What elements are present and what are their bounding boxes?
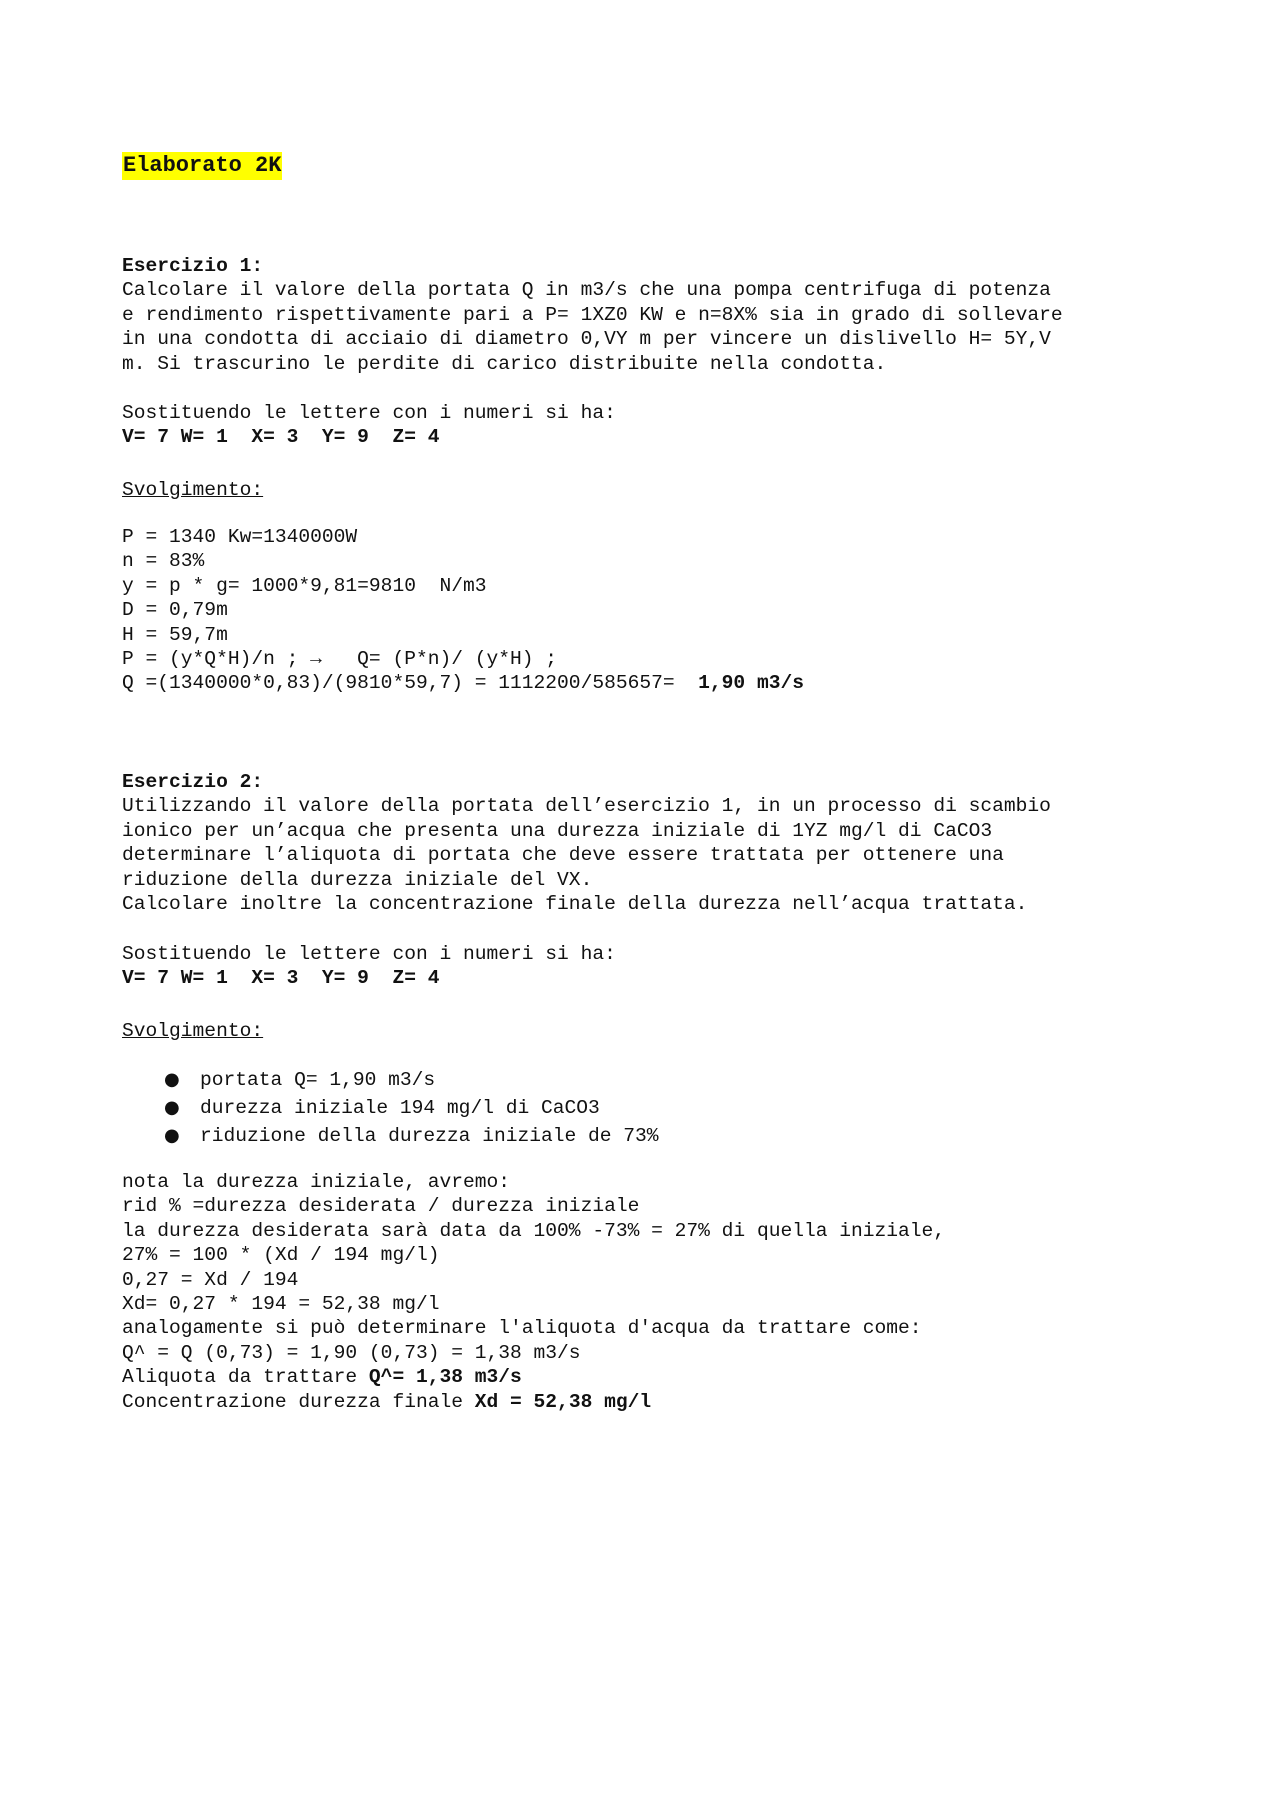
exercise-2-text-line: riduzione della durezza iniziale del VX. [122,868,593,891]
bullet-text: durezza iniziale 194 mg/l di CaCO3 [200,1097,600,1119]
calc-line: rid % =durezza desiderata / durezza iniziale [122,1195,640,1218]
aliquota-label: Aliquota da trattare [122,1366,369,1389]
concentration-label: Concentrazione durezza finale [122,1390,475,1413]
solution-line: D = 0,79m [122,599,228,622]
bullet-item [122,1094,1222,1122]
substitution-intro: Sostituendo le lettere con i numeri si ha: [122,402,616,424]
bullet-text: portata Q= 1,90 m3/s [200,1069,436,1091]
exercise-1-heading: Esercizio 1: [122,255,264,277]
calc-line: 27% = 100 * (Xd / 194 mg/l) [122,1244,440,1267]
concentration-value: Xd = 52,38 mg/l [474,1390,652,1413]
solution-line: P = 1340 Kw=1340000W [122,526,358,548]
exercise-1-statement [122,254,1222,376]
solution-label: Svolgimento: [122,479,264,501]
exercise-1-substitution [122,401,1222,450]
solution-label: Svolgimento: [122,1020,264,1042]
calc-line: Xd= 0,27 * 194 = 52,38 mg/l [122,1292,440,1315]
exercise-2-heading: Esercizio 2: [122,771,264,793]
exercise-2-text-line: Utilizzando il valore della portata dell’esercizio 1, in un processo di scambio [122,795,1051,818]
bullet-icon: ● [164,1125,180,1146]
exercise-2-statement [122,770,1222,916]
exercise-1-text-line: Calcolare il valore della portata Q in m3/s che una pompa centrifuga di potenza [122,279,1051,302]
substitution-intro: Sostituendo le lettere con i numeri si ha: [122,943,616,965]
bullet-icon: ● [164,1069,180,1090]
calc-line: Q^ = Q (0,73) = 1,90 (0,73) = 1,38 m3/s [122,1341,581,1364]
result-formula: Q =(1340000*0,83)/(9810*59,7) = 1112200/585657= [122,672,699,695]
exercise-2-bullet-list [122,1066,1222,1150]
exercise-1-solution [122,525,1222,696]
solution-line: y = p * g= 1000*9,81=9810 N/m3 [122,574,487,597]
exercise-2-solution-label-block [122,1019,1222,1043]
result-value: 1,90 m3/s [698,672,804,695]
solution-line: n = 83% [122,550,205,573]
substitution-values: V= 7 W= 1 X= 3 Y= 9 Z= 4 [122,967,440,990]
exercise-2-text-line: determinare l’aliquota di portata che deve essere trattata per ottenere una [122,844,1004,867]
exercise-1-solution-label-block [122,478,1222,502]
bullet-item [122,1122,1222,1150]
concentration-line [122,1390,1222,1414]
exercise-2-text-line: Calcolare inoltre la concentrazione finale della durezza nell’acqua trattata. [122,892,1028,915]
calc-line: analogamente si può determinare l'aliquota d'acqua da trattare come: [122,1317,922,1340]
result-line [122,671,1222,695]
aliquota-line [122,1365,1222,1389]
exercise-1-text-line: in una condotta di acciaio di diametro 0,VY m per vincere un dislivello H= 5Y,V [122,328,1051,351]
exercise-1-text-line: m. Si trascurino le perdite di carico distribuite nella condotta. [122,352,887,375]
bullet-text: riduzione della durezza iniziale de 73% [200,1125,659,1147]
solution-line: P = (y*Q*H)/n ; → Q= (P*n)/ (y*H) ; [122,647,558,670]
exercise-2-substitution [122,942,1222,991]
solution-line: H = 59,7m [122,623,228,646]
bullet-icon: ● [164,1097,180,1118]
aliquota-value: Q^= 1,38 m3/s [368,1366,522,1389]
calc-line: nota la durezza iniziale, avremo: [122,1171,511,1193]
bullet-item [122,1066,1222,1094]
exercise-2-text-line: ionico per un’acqua che presenta una durezza iniziale di 1YZ mg/l di CaCO3 [122,819,993,842]
exercise-1-text-line: e rendimento rispettivamente pari a P= 1XZ0 KW e n=8X% sia in grado di sollevare [122,303,1063,326]
calc-line: la durezza desiderata sarà data da 100% -73% = 27% di quella iniziale, [122,1219,946,1242]
substitution-values: V= 7 W= 1 X= 3 Y= 9 Z= 4 [122,426,440,449]
exercise-2-calculation [122,1170,1222,1414]
document-title: Elaborato 2K [123,153,282,178]
calc-line: 0,27 = Xd / 194 [122,1268,299,1291]
